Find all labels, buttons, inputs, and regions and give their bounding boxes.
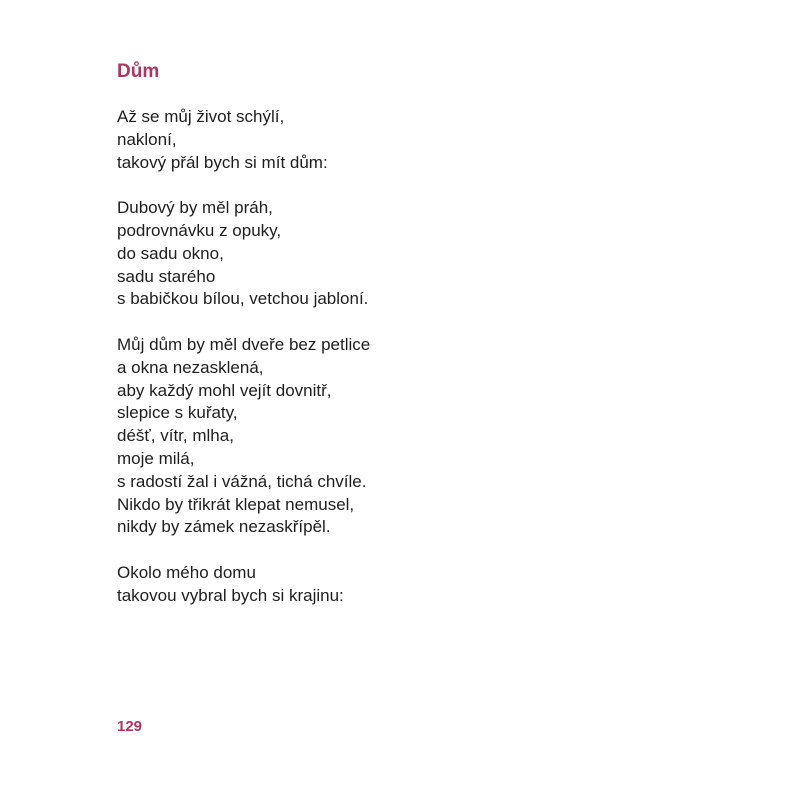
verse-line: takový přál bych si mít dům: bbox=[117, 152, 328, 172]
verse-line: takovou vybral bych si krajinu: bbox=[117, 585, 344, 605]
verse-line: moje milá, bbox=[117, 448, 195, 468]
verse-line: Dubový by měl práh, bbox=[117, 198, 273, 218]
page-number: 129 bbox=[117, 718, 143, 735]
verse-line: do sadu okno, bbox=[117, 243, 224, 263]
verse-line: s babičkou bílou, vetchou jabloní. bbox=[117, 289, 369, 309]
stanza-1 bbox=[117, 106, 717, 174]
stanza-2 bbox=[117, 197, 717, 311]
poem-title: Dům bbox=[117, 61, 160, 82]
verse-line: nakloní, bbox=[117, 129, 177, 149]
verse-line: Nikdo by třikrát klepat nemusel, bbox=[117, 494, 355, 514]
verse-line: a okna nezasklená, bbox=[117, 357, 264, 377]
verse-line: aby každý mohl vejít dovnitř, bbox=[117, 380, 332, 400]
poem-body bbox=[117, 106, 717, 630]
verse-line: Až se můj život schýlí, bbox=[117, 107, 285, 126]
verse-line: s radostí žal i vážná, tichá chvíle. bbox=[117, 471, 367, 491]
stanza-3 bbox=[117, 334, 717, 539]
verse-line: Okolo mého domu bbox=[117, 562, 256, 582]
verse-line: podrovnávku z opuky, bbox=[117, 220, 282, 240]
verse-line: sadu starého bbox=[117, 266, 216, 286]
verse-line: nikdy by zámek nezaskřípěl. bbox=[117, 517, 331, 537]
verse-line: Můj dům by měl dveře bez petlice bbox=[117, 334, 371, 354]
stanza-4 bbox=[117, 562, 717, 608]
verse-line: déšť, vítr, mlha, bbox=[117, 426, 234, 446]
verse-line: slepice s kuřaty, bbox=[117, 403, 238, 423]
